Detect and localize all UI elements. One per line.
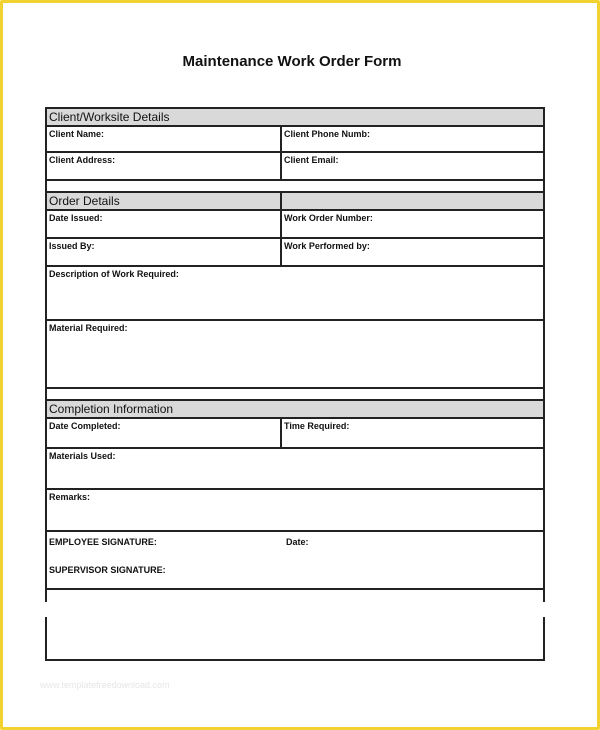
work-performed-by-field[interactable]: Work Performed by: — [284, 241, 370, 251]
description-field[interactable]: Description of Work Required: — [49, 269, 179, 279]
order-section-heading-row — [47, 193, 543, 211]
spacer-row — [47, 389, 543, 401]
material-required-row — [47, 321, 543, 389]
materials-used-row — [47, 449, 543, 490]
work-order-number-field[interactable]: Work Order Number: — [284, 213, 373, 223]
document-page — [8, 8, 592, 722]
completion-section-heading-row — [47, 401, 543, 419]
date-issued-field[interactable]: Date Issued: — [47, 211, 282, 237]
client-name-row — [47, 127, 543, 153]
client-email-field[interactable]: Client Email: — [284, 155, 339, 165]
employee-signature-field[interactable]: EMPLOYEE SIGNATURE: — [49, 537, 157, 547]
form-tail — [47, 590, 543, 602]
client-section-heading-row — [47, 109, 543, 127]
watermark-text: www.templatefreedownload.com — [40, 680, 170, 690]
signature-date-field[interactable]: Date: — [286, 537, 309, 547]
bottom-blank-box — [45, 617, 545, 661]
spacer-row — [47, 181, 543, 193]
client-address-row — [47, 153, 543, 181]
client-section-heading: Client/Worksite Details — [47, 109, 543, 125]
form-title: Maintenance Work Order Form — [182, 53, 402, 70]
work-order-form — [45, 107, 545, 602]
signature-row — [47, 532, 543, 590]
remarks-row — [47, 490, 543, 532]
remarks-field[interactable]: Remarks: — [49, 492, 91, 502]
supervisor-signature-field[interactable]: SUPERVISOR SIGNATURE: — [49, 565, 166, 575]
date-completed-row — [47, 419, 543, 449]
description-row — [47, 267, 543, 321]
order-section-heading: Order Details — [47, 193, 282, 209]
issued-by-row — [47, 239, 543, 267]
materials-used-field[interactable]: Materials Used: — [49, 451, 116, 461]
time-required-field[interactable]: Time Required: — [284, 421, 350, 431]
issued-by-field[interactable]: Issued By: — [47, 239, 282, 265]
order-section-heading-blank — [282, 193, 543, 209]
client-phone-field[interactable]: Client Phone Numb: — [284, 129, 370, 139]
client-address-field[interactable]: Client Address: — [47, 153, 282, 179]
date-issued-row — [47, 211, 543, 239]
material-required-field[interactable]: Material Required: — [49, 323, 128, 333]
client-name-field[interactable]: Client Name: — [47, 127, 282, 151]
date-completed-field[interactable]: Date Completed: — [47, 419, 282, 447]
completion-section-heading: Completion Information — [47, 401, 543, 417]
